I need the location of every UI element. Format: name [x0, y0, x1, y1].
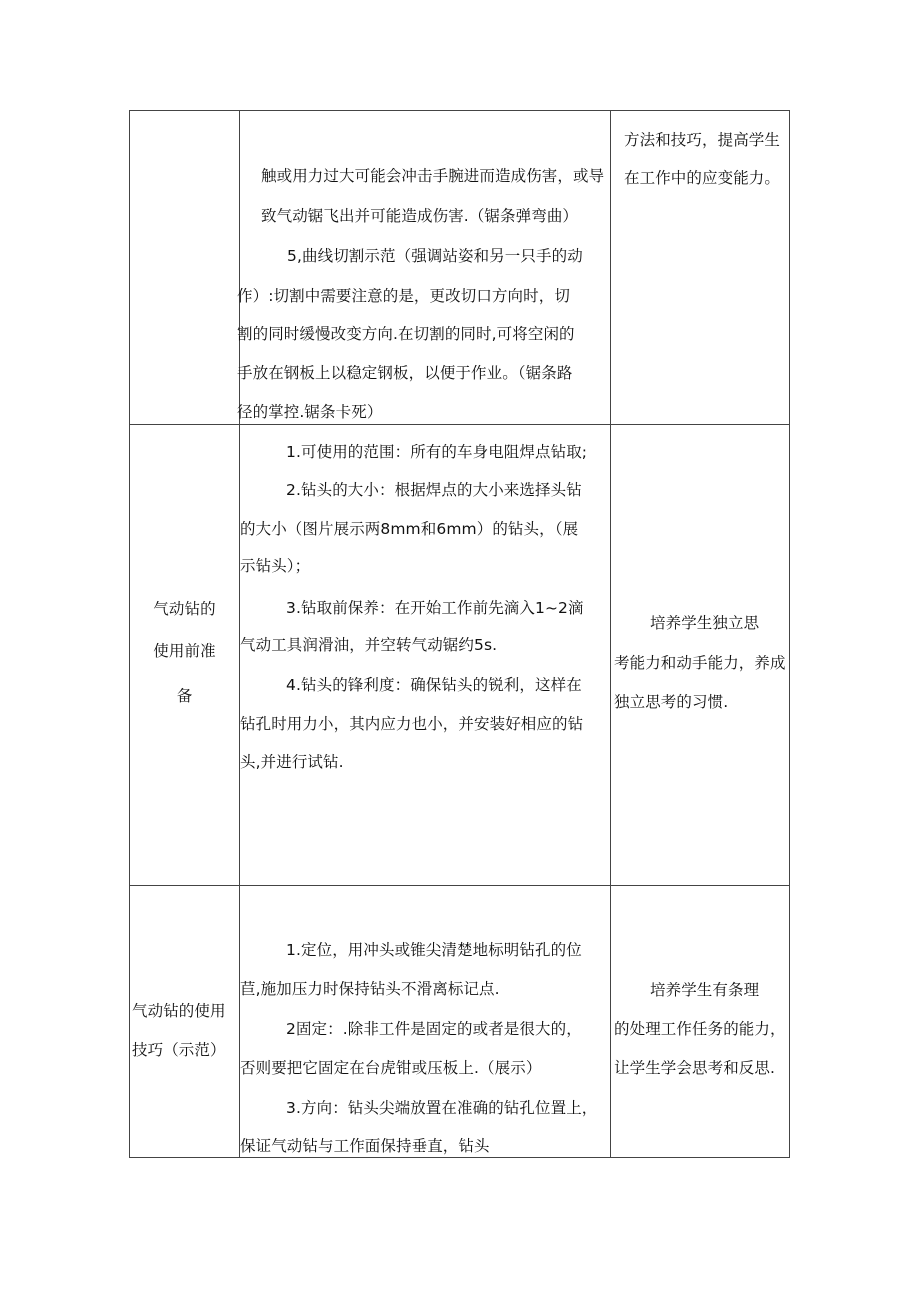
content-line: 致气动锯飞出并可能造成伤害.（锯条弹弯曲） [261, 207, 579, 225]
content-line: 作）:切割中需要注意的是，更改切口方向时，切 [237, 287, 570, 305]
content-line: 2.钻头的大小：根据焊点的大小来选择头钻 [286, 481, 582, 499]
content-line: 头,并进行试钻. [240, 753, 344, 771]
topic-line: 备 [176, 687, 193, 705]
content-line: 保证气动钻与工作面保持垂直，钻头 [240, 1137, 490, 1155]
content-line: 割的同时缓慢改变方向.在切割的同时,可将空闲的 [237, 325, 575, 343]
goal-line: 考能力和动手能力，养成 [614, 654, 786, 672]
row-divider [130, 885, 789, 886]
content-line: 的大小（图片展示两8mm和6mm）的钻头，（展 [240, 520, 579, 538]
content-line: 径的掌控.锯条卡死） [237, 403, 383, 421]
content-line: 1.定位，用冲头或锥尖清楚地标明钻孔的位 [286, 941, 582, 959]
content-line: 苣,施加压力时保持钻头不滑离标记点. [240, 980, 500, 998]
content-line: 钻孔时用力小，其内应力也小，并安装好相应的钻 [240, 715, 584, 733]
content-line: 3.钻取前保养：在开始工作前先滴入1~2滴 [286, 599, 584, 617]
topic-line: 技巧（示范） [132, 1041, 226, 1059]
content-line: 手放在钢板上以稳定钢板，以便于作业。（锯条路 [237, 364, 573, 382]
goal-line: 独立思考的习惯. [614, 693, 729, 711]
content-line: 否则要把它固定在台虎钳或压板上.（展示） [240, 1059, 542, 1077]
goal-line: 的处理工作任务的能力， [614, 1020, 786, 1038]
goal-line: 方法和技巧，提高学生 [624, 131, 781, 149]
content-line: 示钻头）； [240, 557, 311, 575]
topic-line: 气动钻的使用 [132, 1002, 226, 1020]
lesson-plan-table [129, 110, 790, 1158]
content-line: 4.钻头的锋利度：确保钻头的锐利，这样在 [286, 676, 582, 694]
goal-line: 培养学生独立思 [650, 614, 760, 632]
content-line: 2固定：.除非工件是固定的或者是很大的， [286, 1020, 582, 1038]
content-line: 触或用力过大可能会冲击手腕进而造成伤害，或导 [261, 167, 605, 185]
goal-line: 培养学生有条理 [650, 981, 760, 999]
goal-line: 在工作中的应变能力。 [624, 169, 781, 187]
topic-line: 气动钻的 [153, 600, 216, 618]
column-divider [610, 111, 611, 1157]
content-line: 5,曲线切割示范（强调站姿和另一只手的动 [287, 247, 583, 265]
content-line: 3.方向：钻头尖端放置在准确的钻孔位置上， [286, 1099, 598, 1117]
content-line: 1.可使用的范围：所有的车身电阻焊点钻取; [286, 443, 588, 461]
content-line: 气动工具润滑油，并空转气动锯约5s. [240, 636, 498, 654]
goal-line: 让学生学会思考和反思. [614, 1059, 776, 1077]
row-divider [130, 424, 789, 425]
topic-line: 使用前准 [153, 642, 216, 660]
